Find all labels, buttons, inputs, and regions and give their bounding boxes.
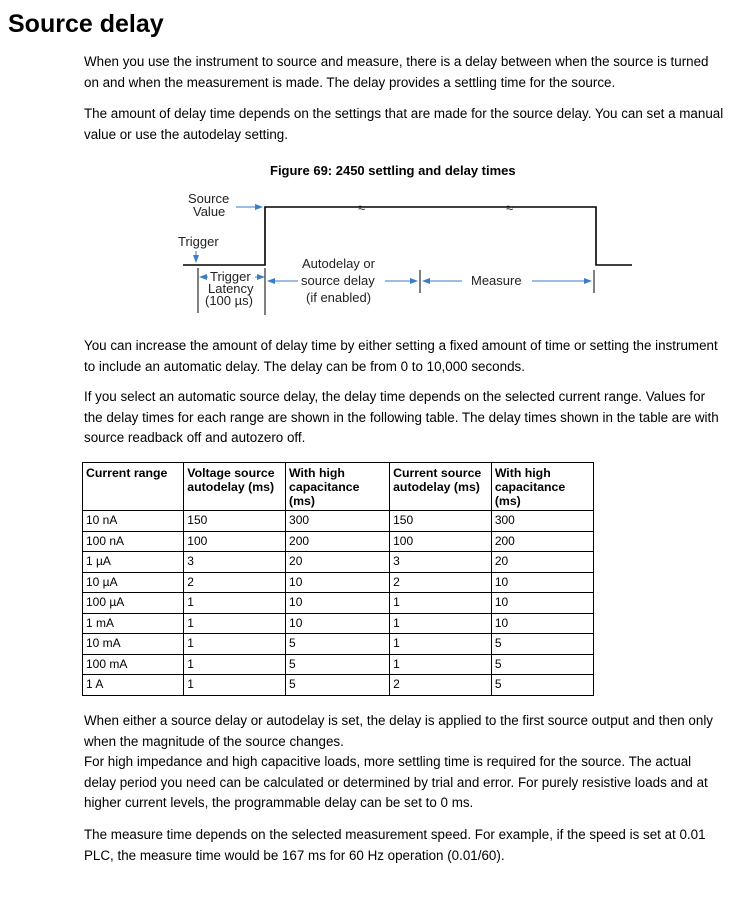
table-row	[83, 531, 594, 552]
table-cell: 100 mA	[83, 654, 184, 675]
autodelay-label: source delay	[301, 273, 375, 288]
table-cell: 1	[184, 634, 286, 655]
col-header-current-range: Current range	[83, 463, 184, 511]
source-waveform	[183, 207, 632, 265]
delay-application-paragraph: When either a source delay or autodelay is set, the delay is applied to the first source output and then only when the magnitude of the source changes.	[84, 713, 713, 749]
table-cell: 10	[491, 593, 593, 614]
table-cell: 1	[184, 593, 286, 614]
page-title: Source delay	[8, 10, 164, 38]
table-cell: 100 nA	[83, 531, 184, 552]
table-cell: 300	[491, 511, 593, 532]
trigger-latency-value: (100 µs)	[205, 293, 253, 308]
table-cell: 1	[184, 613, 286, 634]
intro-paragraph: When you use the instrument to source and measure, there is a delay between when the source is turned on and when the measurement is made. The delay provides a settling time for the source.	[84, 54, 709, 90]
table-cell: 5	[286, 654, 390, 675]
header-line: With high	[289, 466, 345, 480]
trigger-latency-label: Latency	[208, 281, 254, 296]
header-line: autodelay (ms)	[393, 480, 480, 494]
header-line: capacitance	[289, 480, 360, 494]
table-row	[83, 572, 594, 593]
settling-delay-timing-diagram	[0, 185, 742, 325]
table-cell: 10	[286, 572, 390, 593]
trigger-label: Trigger	[178, 234, 219, 249]
col-header-current-high-cap	[491, 463, 593, 511]
table-cell: 20	[491, 552, 593, 573]
delay-amount-paragraph: You can increase the amount of delay time by either setting a fixed amount of time or setting the instrument to include an automatic delay. The delay can be from 0 to 10,000 seconds.	[84, 338, 718, 374]
break-mark-2: ≈	[506, 200, 514, 215]
table-cell: 1	[390, 613, 492, 634]
table-cell: 10	[491, 613, 593, 634]
table-cell: 1	[184, 654, 286, 675]
table-cell: 10	[491, 572, 593, 593]
header-line: Voltage source	[187, 466, 275, 480]
trigger-latency-label: Trigger	[210, 269, 251, 284]
table-row	[83, 593, 594, 614]
measure-label: Measure	[471, 273, 522, 288]
table-cell: 1 mA	[83, 613, 184, 634]
autodelay-label: Autodelay or	[302, 256, 375, 271]
header-line: With high	[494, 466, 551, 480]
table-cell: 300	[286, 511, 390, 532]
autodelay-label: (if enabled)	[306, 290, 372, 305]
table-row	[83, 654, 594, 675]
header-line: (ms)	[494, 494, 521, 508]
break-mark-1: ≈	[358, 200, 366, 215]
source-value-label: Source	[188, 191, 230, 206]
autodelay-paragraph: If you select an automatic source delay, the delay time depends on the selected current range. Values for the delay times for each range are shown in the following table. The delay times shown in the table are with source readback off and autozero off.	[84, 389, 719, 445]
table-cell: 100	[184, 531, 286, 552]
col-header-voltage-high-cap	[286, 463, 390, 511]
table-cell: 20	[286, 552, 390, 573]
table-row	[83, 552, 594, 573]
table-cell: 10	[286, 593, 390, 614]
table-cell: 1 A	[83, 675, 184, 696]
table-cell: 2	[390, 572, 492, 593]
table-cell: 150	[184, 511, 286, 532]
settling-time-paragraph: For high impedance and high capacitive loads, more settling time is required for the source. The actual delay period you need can be calculated or determined by trial and error. For purely resistive loads and at higher current levels, the programmable delay can be set to 0 ms.	[84, 754, 708, 810]
table-cell: 3	[184, 552, 286, 573]
table-row	[83, 613, 594, 634]
col-header-voltage-autodelay	[184, 463, 286, 511]
header-line: (ms)	[289, 494, 315, 508]
table-cell: 10 mA	[83, 634, 184, 655]
table-cell: 5	[286, 675, 390, 696]
header-line: capacitance	[494, 480, 566, 494]
table-cell: 10 µA	[83, 572, 184, 593]
header-line: Current source	[393, 466, 482, 480]
table-cell: 2	[184, 572, 286, 593]
table-row	[83, 675, 594, 696]
col-header-current-autodelay	[390, 463, 492, 511]
measure-time-paragraph: The measure time depends on the selected measurement speed. For example, if the speed is set at 0.01 PLC, the measure time would be 167 ms for 60 Hz operation (0.01/60).	[84, 827, 706, 863]
table-cell: 5	[491, 654, 593, 675]
table-cell: 10	[286, 613, 390, 634]
delay-times-table	[82, 462, 594, 696]
table-cell: 150	[390, 511, 492, 532]
table-cell: 200	[491, 531, 593, 552]
delay-settings-paragraph: The amount of delay time depends on the settings that are made for the source delay. You can set a manual value or use the autodelay setting.	[84, 106, 724, 142]
table-cell: 200	[286, 531, 390, 552]
table-cell: 1	[184, 675, 286, 696]
table-cell: 3	[390, 552, 492, 573]
table-header-row	[83, 463, 594, 511]
source-value-label: Value	[193, 204, 226, 219]
table-row	[83, 634, 594, 655]
table-cell: 1 µA	[83, 552, 184, 573]
table-cell: 5	[286, 634, 390, 655]
table-cell: 1	[390, 634, 492, 655]
header-line: autodelay (ms)	[187, 480, 275, 494]
table-cell: 1	[390, 593, 492, 614]
table-row	[83, 511, 594, 532]
table-cell: 5	[491, 634, 593, 655]
table-cell: 5	[491, 675, 593, 696]
table-cell: 100 µA	[83, 593, 184, 614]
table-cell: 1	[390, 654, 492, 675]
table-cell: 2	[390, 675, 492, 696]
figure-caption: Figure 69: 2450 settling and delay times	[270, 163, 516, 178]
table-cell: 10 nA	[83, 511, 184, 532]
table-cell: 100	[390, 531, 492, 552]
